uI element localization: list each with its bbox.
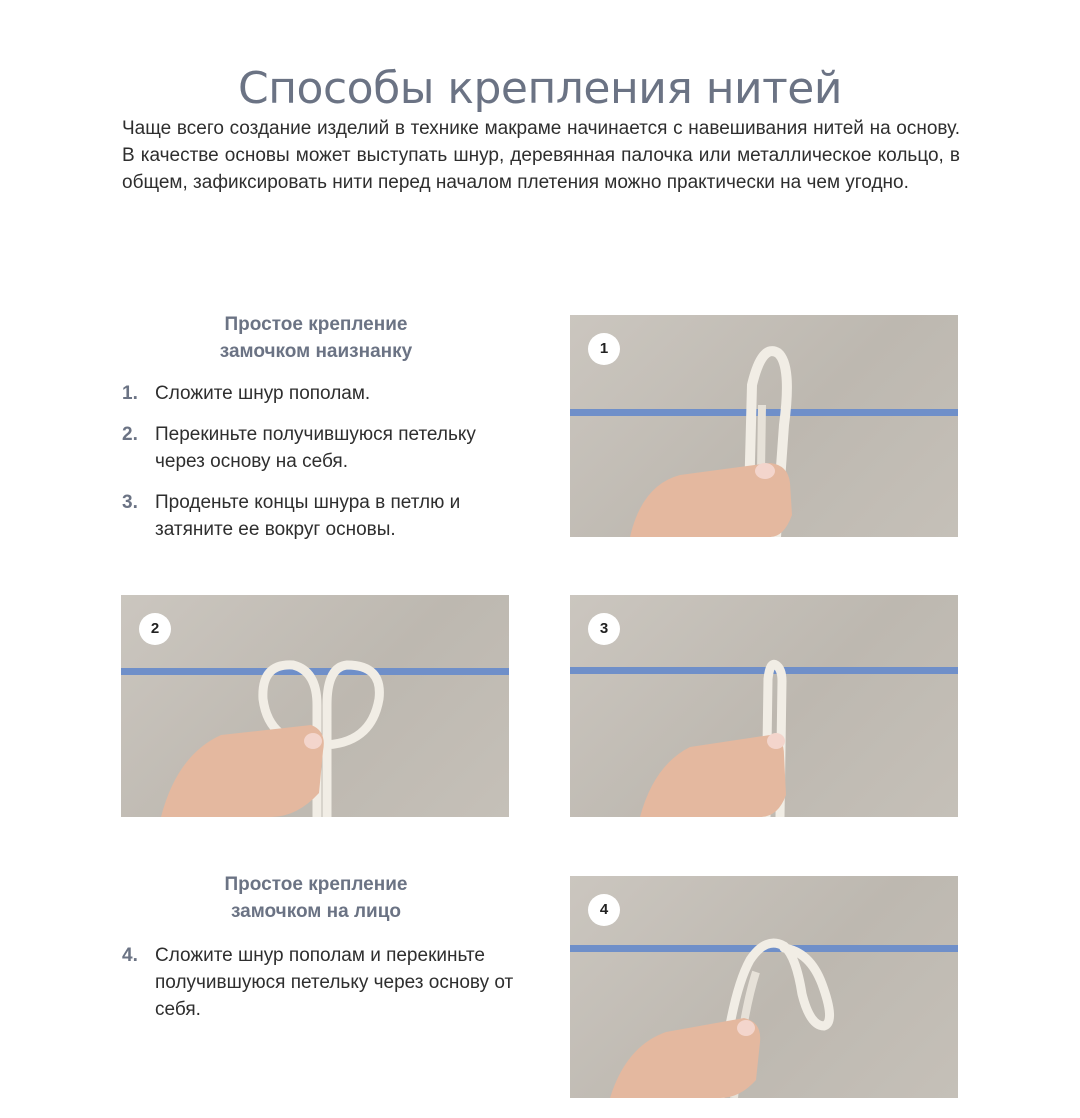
section-title-front-lock bbox=[122, 871, 510, 925]
step-text: Перекиньте получившуюся петельку через основу на себя. bbox=[155, 424, 476, 472]
step-number: 1. bbox=[122, 383, 138, 404]
step-number: 2. bbox=[122, 424, 138, 445]
step-item bbox=[122, 942, 515, 1023]
step-item bbox=[122, 421, 515, 475]
steps-list-inside-lock bbox=[122, 380, 522, 557]
step-badge: 4 bbox=[588, 894, 620, 926]
section-title-line: замочком на лицо bbox=[230, 901, 402, 922]
steps-list-front-lock bbox=[122, 942, 522, 1037]
section-title-line: Простое крепление bbox=[224, 314, 408, 335]
photo-illustration bbox=[570, 876, 958, 1098]
section-title-inside-lock bbox=[122, 311, 510, 365]
photo-step-4 bbox=[570, 876, 958, 1098]
photo-step-3 bbox=[570, 595, 958, 817]
photo-illustration bbox=[570, 315, 958, 537]
step-badge: 3 bbox=[588, 613, 620, 645]
step-badge: 2 bbox=[139, 613, 171, 645]
step-text: Сложите шнур пополам. bbox=[155, 383, 371, 404]
step-item bbox=[122, 489, 515, 543]
section-title-line: замочком наизнанку bbox=[219, 341, 413, 362]
step-text: Сложите шнур пополам и перекиньте получившуюся петельку через основу от себя. bbox=[155, 945, 514, 1020]
section-title-line: Простое крепление bbox=[224, 874, 408, 895]
step-number: 3. bbox=[122, 492, 138, 513]
photo-illustration bbox=[570, 595, 958, 817]
step-number: 4. bbox=[122, 945, 138, 966]
step-badge: 1 bbox=[588, 333, 620, 365]
photo-step-1 bbox=[570, 315, 958, 537]
photo-step-2 bbox=[121, 595, 509, 817]
page-title: Способы крепления нитей bbox=[238, 63, 842, 115]
step-text: Проденьте концы шнура в петлю и затяните ее вокруг основы. bbox=[155, 492, 461, 540]
step-item bbox=[122, 380, 522, 407]
photo-illustration bbox=[121, 595, 509, 817]
intro-paragraph: Чаще всего создание изделий в технике макраме начинается с навешивания нитей на основу. В качестве основы может выступать шнур, деревянная палочка или металлическое кольцо, в общем, зафиксировать нити перед началом плетения можно практически на чем угодно. bbox=[122, 118, 960, 193]
